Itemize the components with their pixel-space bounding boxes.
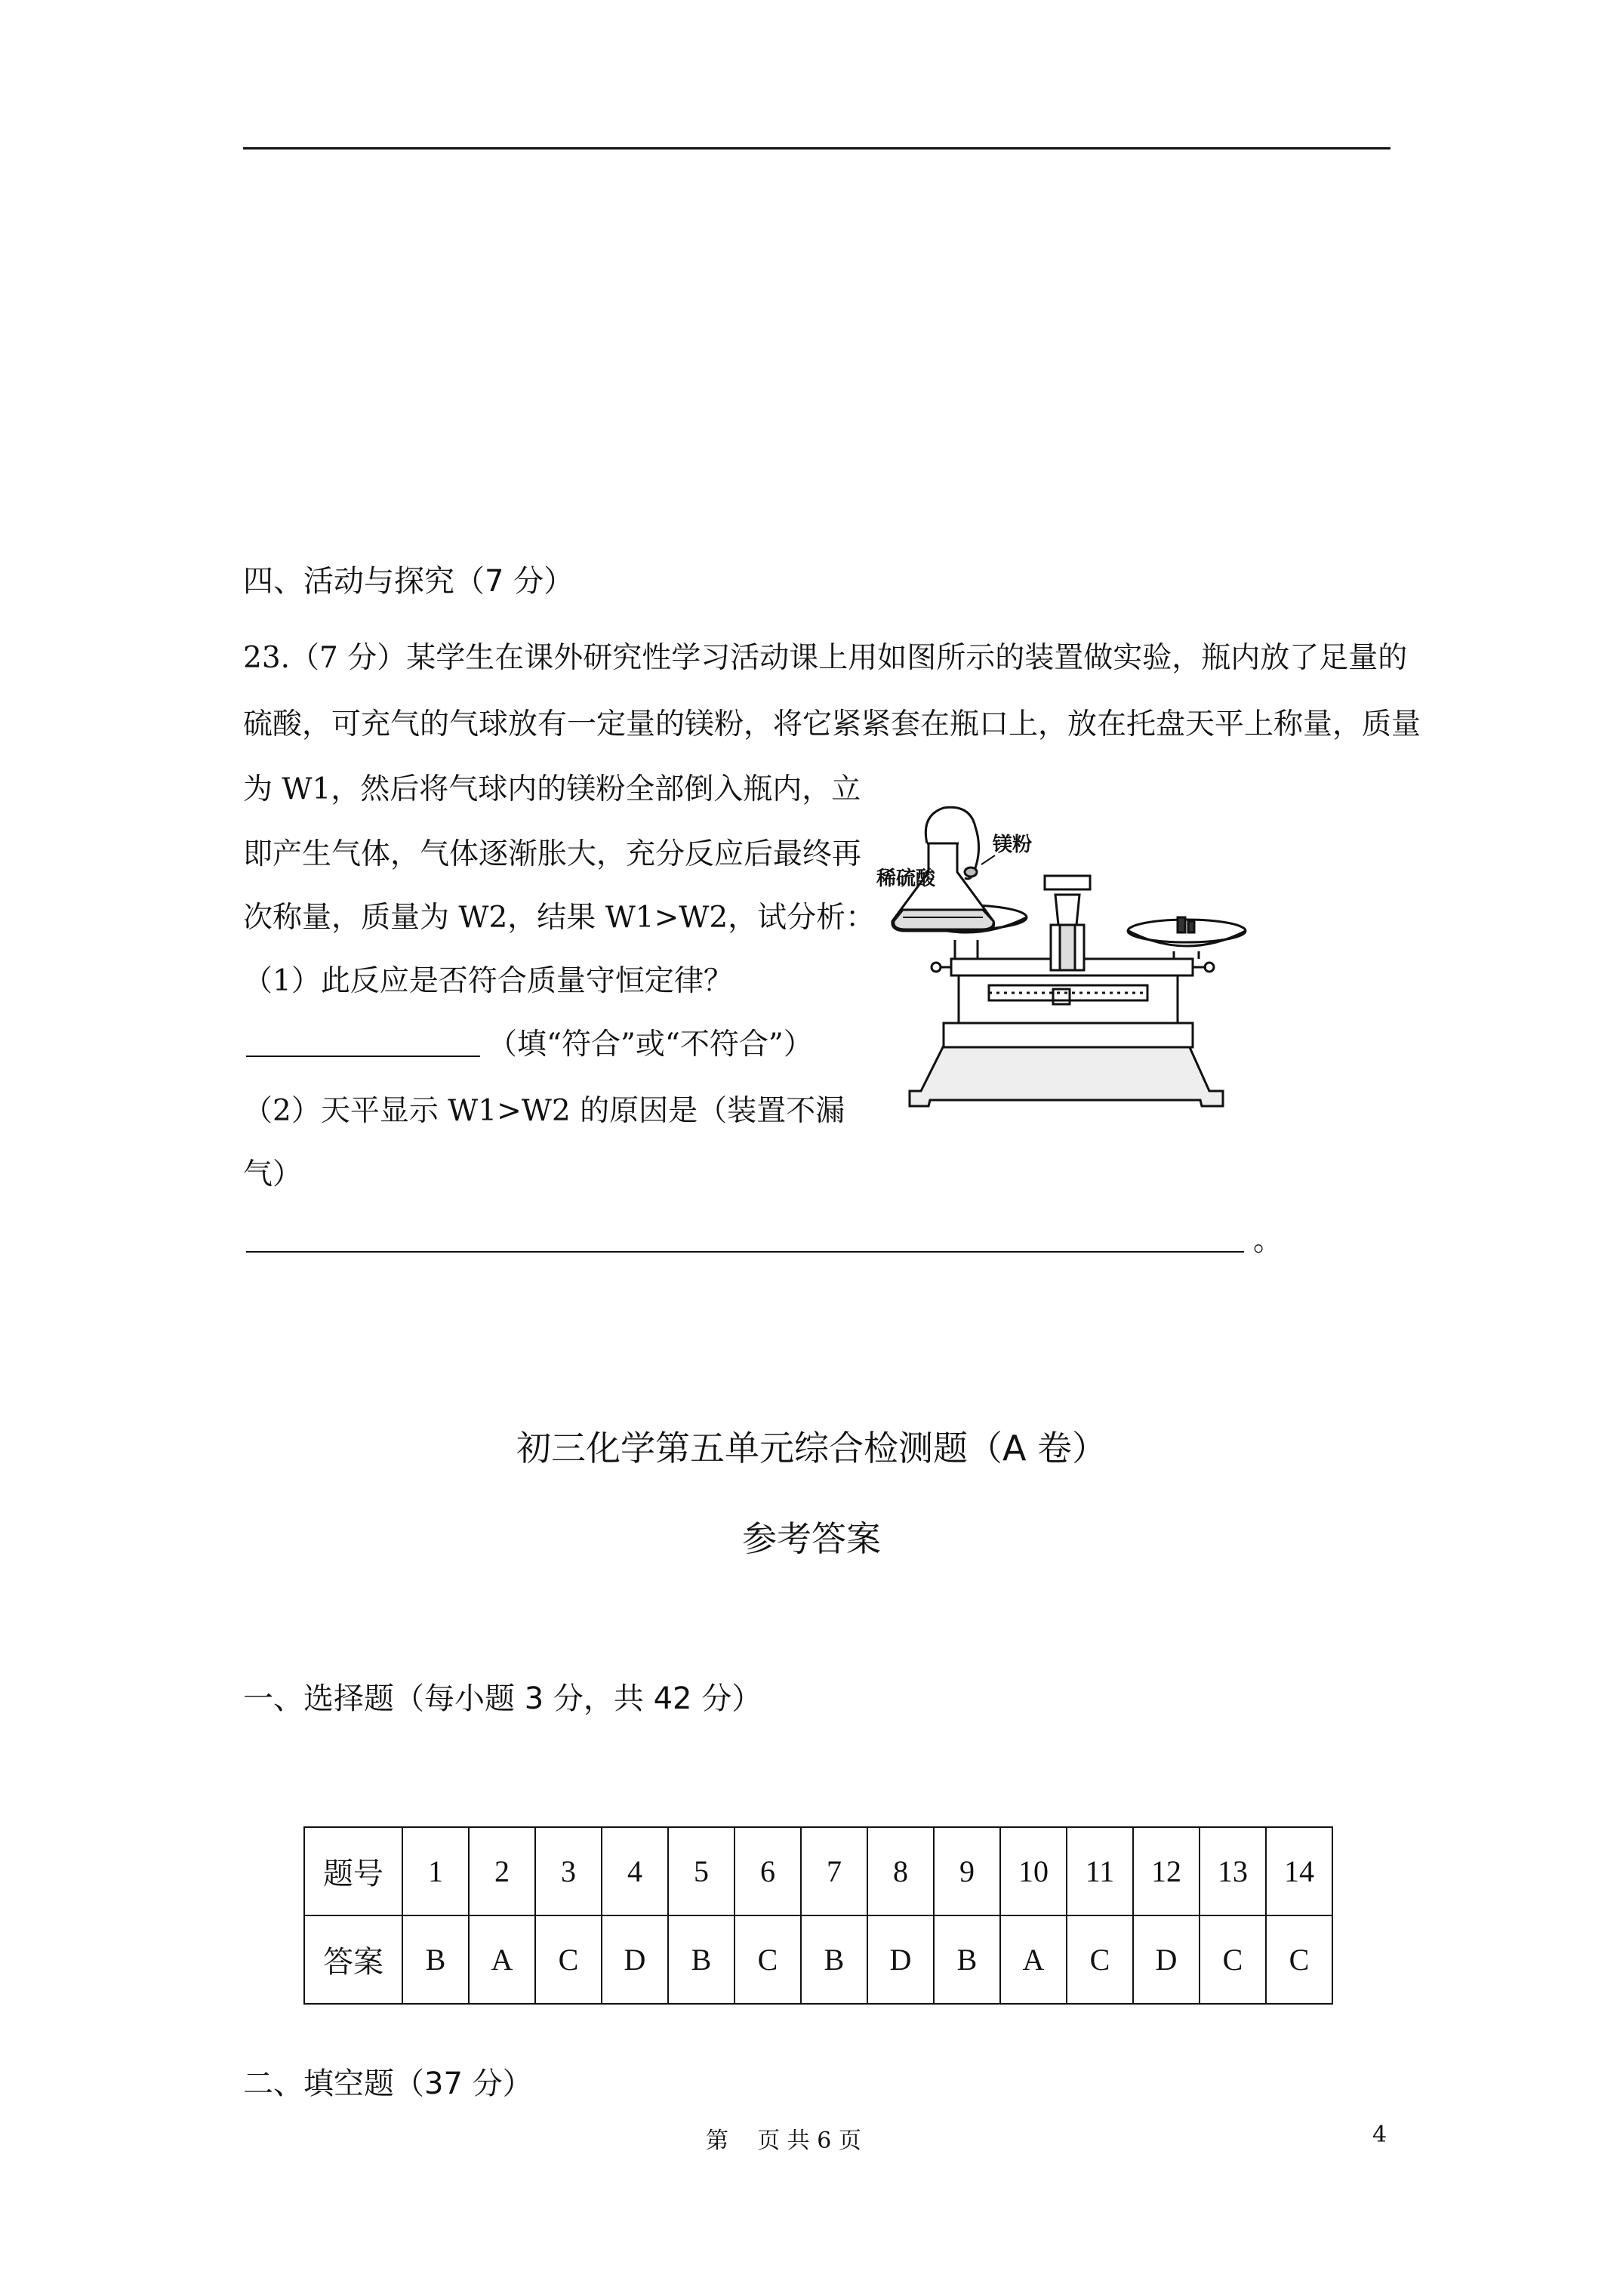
number-cell: 12 [1133,1827,1200,1915]
balance-illustration [876,797,1268,1114]
number-cell: 2 [469,1827,535,1915]
question-23-line-4: 即产生气体，气体逐渐胀大，充分反应后最终再 [243,837,862,871]
question-23-line-5: 次称量，质量为 W2，结果 W1>W2，试分析： [243,901,876,935]
answer-cell: B [801,1915,867,2004]
section-one-heading: 一、选择题（每小题 3 分，共 42 分） [243,1681,762,1716]
answer-cell: D [602,1915,668,2004]
answer-cell: B [402,1915,469,2004]
answer-key-subtitle: 参考答案 [742,1518,881,1559]
balance-figure [876,797,1268,1114]
answer-cell: A [469,1915,535,2004]
answer-cell: A [1000,1915,1067,2004]
section-two-heading: 二、填空题（37 分） [243,2066,533,2101]
question-23-line-1: 23.（7 分）某学生在课外研究性学习活动课上用如图所示的装置做实验，瓶内放了足量的 [243,641,1408,675]
answer-cell: C [1200,1915,1266,2004]
answer-blank-2[interactable] [246,1251,1244,1253]
number-cell: 4 [602,1827,668,1915]
row-label-answer: 答案 [304,1915,402,2004]
table-row-answers [304,1915,1332,2004]
sub-question-2-continued: 气） [243,1157,303,1191]
number-cell: 14 [1266,1827,1332,1915]
answer-cell: D [1133,1915,1200,2004]
number-cell: 10 [1000,1827,1067,1915]
answer-cell: C [535,1915,602,2004]
header-rule [243,147,1390,149]
page-number: 4 [1372,2122,1387,2148]
number-cell: 9 [934,1827,1000,1915]
number-cell: 13 [1200,1827,1266,1915]
number-cell: 7 [801,1827,867,1915]
sub-question-2: （2）天平显示 W1>W2 的原因是（装置不漏 [243,1094,845,1128]
number-cell: 1 [402,1827,469,1915]
row-label-number: 题号 [304,1827,402,1915]
number-cell: 6 [735,1827,801,1915]
answer-key-title: 初三化学第五单元综合检测题（A 卷） [516,1428,1107,1469]
number-cell: 8 [867,1827,934,1915]
number-cell: 5 [668,1827,735,1915]
label-magnesium-powder: 镁粉 [993,834,1033,856]
label-dilute-sulfuric-acid: 稀硫酸 [876,868,936,890]
answer-cell: B [934,1915,1000,2004]
end-mark: 。 [1253,1224,1283,1258]
question-23-line-2: 硫酸，可充气的气球放有一定量的镁粉，将它紧紧套在瓶口上，放在托盘天平上称量，质量 [243,707,1421,741]
table-row-numbers [304,1827,1332,1915]
answer-cell: D [867,1915,934,2004]
question-23-line-3: 为 W1，然后将气球内的镁粉全部倒入瓶内，立 [243,772,861,806]
answer-cell: C [1266,1915,1332,2004]
answer-cell: B [668,1915,735,2004]
number-cell: 11 [1067,1827,1133,1915]
sub-question-1: （1）此反应是否符合质量守恒定律？ [243,964,733,998]
section-four-heading: 四、活动与探究（7 分） [243,564,574,599]
answer-cell: C [1067,1915,1133,2004]
sub-question-1-hint: （填“符合”或“不符合”） [488,1028,813,1062]
number-cell: 3 [535,1827,602,1915]
answer-blank-1[interactable] [246,1056,480,1057]
answer-cell: C [735,1915,801,2004]
page-footer: 第 页 共 6 页 [706,2128,861,2154]
answers-table [303,1826,1333,2005]
